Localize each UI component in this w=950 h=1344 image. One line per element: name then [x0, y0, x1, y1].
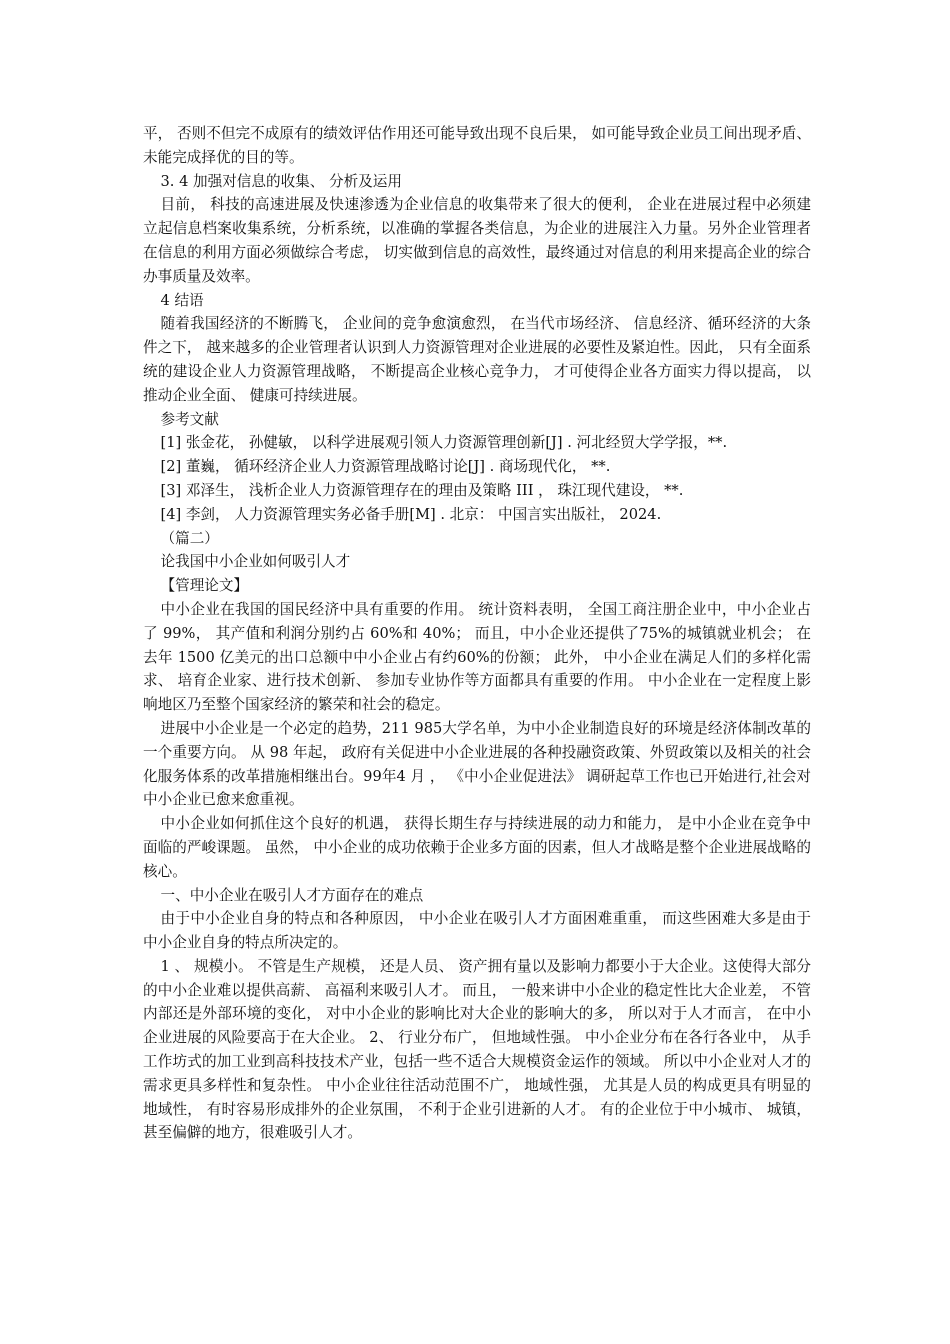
- references-heading: 参考文献: [160, 410, 219, 428]
- reference-item: [2] 董巍， 循环经济企业人力资源管理战略讨论[J] . 商场现代化， **.: [160, 458, 611, 476]
- paragraph: 平， 否则不但完不成原有的绩效评估作用还可能导致出现不良后果， 如可能导致企业员工间出现矛盾、 未能完成择优的目的等。: [143, 125, 811, 166]
- section-heading: 一、中小企业在吸引人才方面存在的难点: [160, 886, 424, 904]
- paragraph: 中小企业在我国的国民经济中具有重要的作用。 统计资料表明， 全国工商注册企业中，中小企业占了 99%， 其产值和利润分别约占 60%和 40%； 而且，中小企业还提供了75%的城镇就业机会； 在去年 1500 亿美元的出口总额中中小企业占有约60%的份额； 此外， 中小企业在满足人们的多样化需求、 培育企业家、进行技术创新、 参加专业协作等方面都具有重要的作用。 中小企业在一定程度上影响地区乃至整个国家经济的繁荣和社会的稳定。: [143, 600, 811, 714]
- reference-item: [1] 张金花， 孙健敏， 以科学进展观引领人力资源管理创新[J] . 河北经贸大学学报，**.: [160, 434, 728, 452]
- paragraph: 目前， 科技的高速进展及快速渗透为企业信息的收集带来了很大的便利， 企业在进展过程中必须建立起信息档案收集系统，分析系统，以准确的掌握各类信息，为企业的进展注入力量。另外企业管理者在信息的利用方面必须做综合考虑， 切实做到信息的高效性，最终通过对信息的利用来提高企业的综合办事质量及效率。: [143, 196, 811, 285]
- paragraph: 由于中小企业自身的特点和各种原因， 中小企业在吸引人才方面困难重重， 而这些困难大多是由于中小企业自身的特点所决定的。: [143, 910, 811, 952]
- section-heading: 4 结语: [160, 291, 204, 309]
- paragraph: 中小企业如何抓住这个良好的机遇， 获得长期生存与持续进展的动力和能力， 是中小企业在竞争中面临的严峻课题。 虽然， 中小企业的成功依赖于企业多方面的因素，但人才战略是整个企业进展战略的核心。: [143, 815, 811, 880]
- reference-item: [4] 李剑， 人力资源管理实务必备手册[M] . 北京： 中国言实出版社， 2024.: [160, 505, 662, 523]
- article-title: 论我国中小企业如何吸引人才: [160, 553, 351, 571]
- paragraph: 随着我国经济的不断腾飞， 企业间的竞争愈演愈烈， 在当代市场经济、 信息经济、循环经济的大条件之下， 越来越多的企业管理者认识到人力资源管理对企业进展的必要性及紧迫性。因此， 只有全面系统的建设企业人力资源管理战略， 不断提高企业核心竞争力， 才可使得企业各方面实力得以提高， 以推动企业全面、 健康可持续进展。: [143, 315, 811, 404]
- paragraph: 1 、 规模小。 不管是生产规模， 还是人员、 资产拥有量以及影响力都要小于大企业。这使得大部分的中小企业难以提供高薪、 高福利来吸引人才。 而且， 一般来讲中小企业的稳定性比大企业差， 不管内部还是外部环境的变化， 对中小企业的影响比对大企业的影响大的多， 所以对于人才而言， 在中小企业进展的风险要高于在大企业。 2、 行业分布广， 但地域性强。 中小企业分布在各行各业中， 从手工作坊式的加工业到高科技技术产业，包括一些不适合大规模资金运作的领域。 所以中小企业对人才的需求更具多样性和复杂性。 中小企业往往活动范围不广， 地域性强， 尤其是人员的构成更具有明显的地域性， 有时容易形成排外的企业氛围， 不利于企业引进新的人才。 有的企业位于中小城市、 城镇， 甚至偏僻的地方，很难吸引人才。: [143, 957, 811, 1142]
- section-heading: 3. 4 加强对信息的收集、 分析及运用: [160, 172, 402, 190]
- reference-item: [3] 邓泽生， 浅析企业人力资源管理存在的理由及策略 III ， 珠江现代建设， **.: [160, 481, 684, 499]
- part-label: （篇二）: [160, 529, 219, 547]
- category-label: 【管理论文】: [160, 577, 249, 595]
- document-body: [143, 122, 811, 1145]
- paragraph: 进展中小企业是一个必定的趋势，211 985大学名单，为中小企业制造良好的环境是经济体制改革的一个重要方向。 从 98 年起， 政府有关促进中小企业进展的各种投融资政策、外贸政策以及相关的社会化服务体系的改革措施相继出台。99年4 月 ， 《中小企业促进法》 调研起草工作也已开始进行,社会对中小企业已愈来愈重视。: [143, 719, 811, 809]
